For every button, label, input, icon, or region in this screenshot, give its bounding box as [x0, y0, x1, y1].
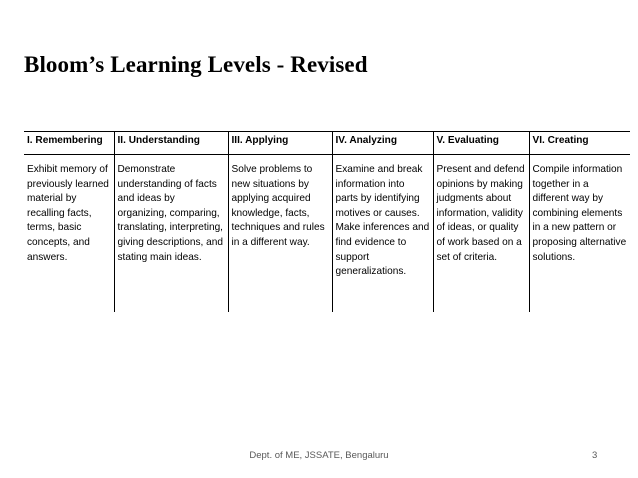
cell-creating: Compile information together in a different way by combining elements in a new pattern or proposing alternative solutions. [529, 155, 630, 313]
blooms-levels-table [24, 131, 630, 314]
page-number: 3 [592, 450, 598, 461]
cell-analyzing: Examine and break information into parts by identifying motives or causes. Make inferences and find evidence to support generalizations. [332, 155, 433, 313]
header-understanding: II. Understanding [114, 132, 228, 155]
table-header-row [24, 132, 630, 155]
header-applying: III. Applying [228, 132, 332, 155]
table-row [24, 155, 630, 313]
header-creating: VI. Creating [529, 132, 630, 155]
header-evaluating: V. Evaluating [433, 132, 529, 155]
cell-remembering: Exhibit memory of previously learned material by recalling facts, terms, basic concepts, and answers. [27, 164, 109, 263]
cell-understanding: Demonstrate understanding of facts and ideas by organizing, comparing, translating, interpreting, giving descriptions, and stating main ideas. [114, 155, 228, 313]
slide-title: Bloom’s Learning Levels - Revised [24, 52, 368, 77]
levels-table [24, 131, 630, 312]
cell-applying: Solve problems to new situations by applying acquired knowledge, facts, techniques and rules in a different way. [228, 155, 332, 313]
header-remembering: I. Remembering [24, 132, 114, 155]
cell-evaluating: Present and defend opinions by making judgments about information, validity of ideas, or quality of work based on a set of criteria. [433, 155, 529, 313]
header-analyzing: IV. Analyzing [332, 132, 433, 155]
slide-footer: Dept. of ME, JSSATE, Bengaluru [249, 450, 389, 461]
